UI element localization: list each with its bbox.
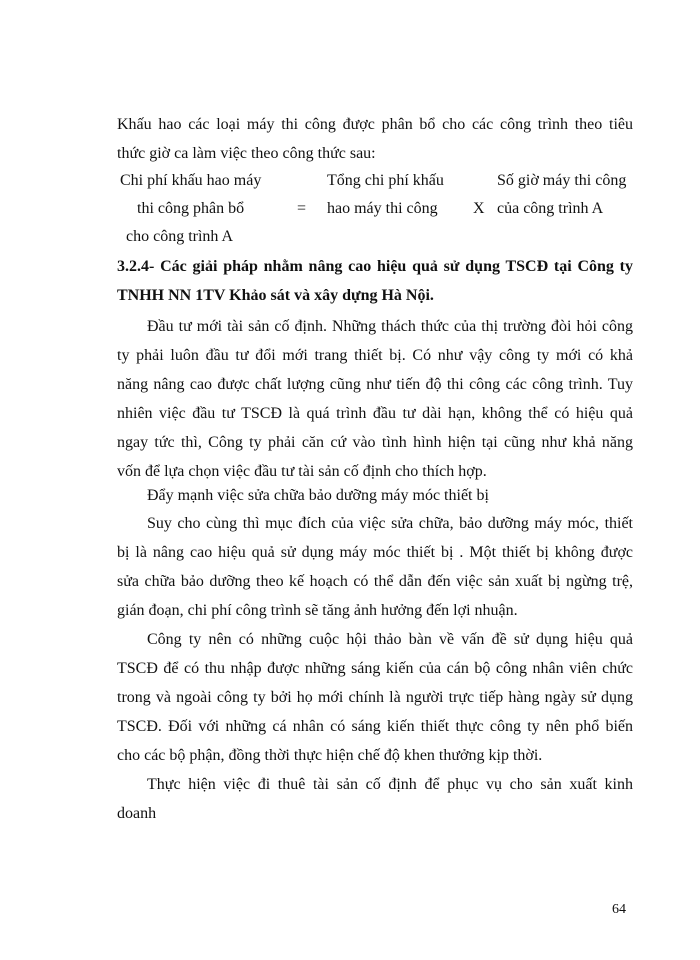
section-heading-line-2: TNHH NN 1TV Khảo sát và xây dựng Hà Nội. [117, 287, 434, 304]
p2-line-1: Đẩy mạnh việc sửa chữa bảo dưỡng máy móc thiết bị [147, 487, 489, 504]
p3-line-1: Suy cho cùng thì mục đích của việc sửa chữa, bảo dưỡng máy móc, thiết [147, 515, 633, 532]
formula-right-2: của công trình A [497, 200, 604, 217]
p4-line-4: TSCĐ. Đối với những cá nhân có sáng kiến thiết thực công ty nên phổ biến [117, 718, 633, 735]
formula-equals: = [297, 200, 307, 217]
p1-line-1: Đầu tư mới tài sản cố định. Những thách thức của thị trường đòi hỏi công [147, 318, 633, 335]
intro-line-1: Khấu hao các loại máy thi công được phân bổ cho các công trình theo tiêu [117, 116, 633, 133]
formula-left-3: cho công trình A [126, 228, 234, 245]
formula-left-1: Chi phí khấu hao máy [120, 172, 262, 189]
formula-middle-2: hao máy thi công [327, 200, 438, 217]
formula-right-1: Số giờ máy thi công [497, 172, 627, 189]
p5-line-1: Thực hiện việc đi thuê tài sản cố định để phục vụ cho sản xuất kinh [147, 776, 633, 793]
page-number: 64 [612, 902, 626, 917]
p5-line-2: doanh [117, 805, 157, 822]
formula-times: X [473, 200, 485, 217]
p1-line-4: nhiên việc đầu tư TSCĐ là quá trình đầu tư dài hạn, không thể có hiệu quả [117, 405, 633, 422]
p1-line-5: ngay tức thì, Công ty phải căn cứ vào tình hình hiện tại cũng như khả năng [117, 434, 633, 451]
section-heading-line-1: 3.2.4- Các giải pháp nhằm nâng cao hiệu quả sử dụng TSCĐ tại Công ty [117, 258, 633, 275]
p4-line-5: cho các bộ phận, đồng thời thực hiện chế độ khen thưởng kịp thời. [117, 747, 543, 764]
formula-middle-1: Tổng chi phí khấu [327, 172, 444, 189]
p4-line-3: trong và ngoài công ty bởi họ mới chính là người trực tiếp hàng ngày sử dụng [117, 689, 633, 706]
p3-line-2: bị là nâng cao hiệu quả sử dụng máy móc thiết bị . Một thiết bị không được [117, 544, 633, 561]
p4-line-2: TSCĐ để có thu nhập được những sáng kiến của cán bộ công nhân viên chức [117, 660, 633, 677]
p1-line-6: vốn để lựa chọn việc đầu tư tài sản cố định cho thích hợp. [117, 463, 487, 480]
intro-line-2: thức giờ ca làm việc theo công thức sau: [117, 145, 376, 162]
p3-line-4: gián đoạn, chi phí công trình sẽ tăng ảnh hưởng đến lợi nhuận. [117, 602, 518, 619]
p1-line-2: ty phải luôn đầu tư đổi mới trang thiết bị. Có như vậy công ty mới có khả [117, 347, 633, 364]
formula-left-2: thi công phân bổ [137, 200, 245, 217]
p3-line-3: sửa chữa bảo dưỡng theo kế hoạch có thể dẫn đến việc sản xuất bị ngừng trệ, [117, 573, 633, 590]
p1-line-3: năng nâng cao được chất lượng cũng như tiến độ thi công các công trình. Tuy [117, 376, 633, 393]
p4-line-1: Công ty nên có những cuộc hội thảo bàn về vấn đề sử dụng hiệu quả [147, 631, 633, 648]
